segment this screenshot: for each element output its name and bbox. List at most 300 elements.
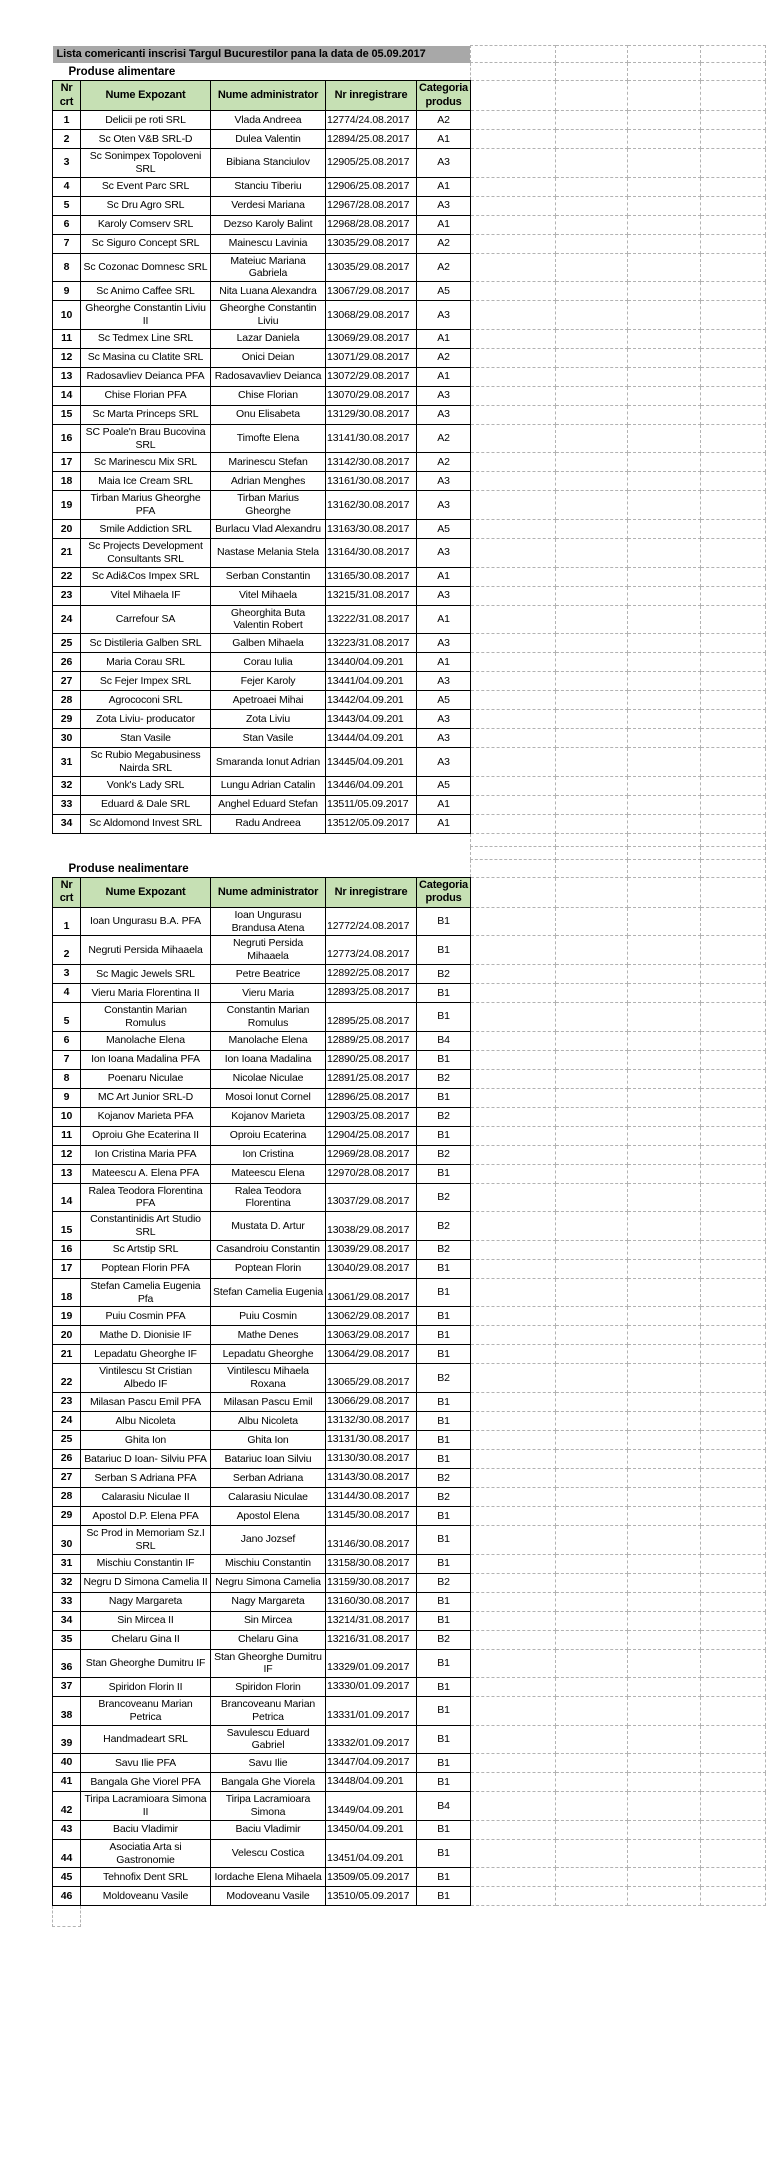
cell-categoria-produs: A3 [417,405,471,424]
empty-grid-cell [556,1411,628,1430]
cell-nr-crt: 23 [53,586,81,605]
cell-nr-inregistrare: 13161/30.08.2017 [326,472,417,491]
cell-nume-administrator: Bangala Ghe Viorela [211,1773,326,1792]
empty-grid-cell [628,1725,701,1754]
empty-grid-cell [701,1145,766,1164]
empty-grid-cell [471,1592,556,1611]
empty-grid-cell [701,634,766,653]
cell-nr-crt: 35 [53,1630,81,1649]
cell-categoria-produs: B1 [417,1449,471,1468]
empty-grid-cell [628,1307,701,1326]
cell-nume-administrator: Mustata D. Artur [211,1212,326,1241]
empty-grid-cell [471,282,556,301]
table-row [53,1364,766,1393]
cell-nume-expozant: Sc Fejer Impex SRL [81,672,211,691]
table-row [53,234,766,253]
cell-nr-inregistrare: 13145/30.08.2017 [326,1506,417,1525]
cell-categoria-produs: A1 [417,177,471,196]
empty-grid-cell [556,1773,628,1792]
cell-nume-administrator: Stefan Camelia Eugenia [211,1278,326,1307]
empty-grid-cell [628,1592,701,1611]
empty-grid-cell [628,691,701,710]
cell-nr-crt: 18 [53,1278,81,1307]
empty-grid-cell [701,386,766,405]
table-row [53,519,766,538]
empty-grid-cell [628,130,701,149]
table-row [53,386,766,405]
empty-grid-cell [471,1050,556,1069]
empty-grid-cell [471,196,556,215]
empty-grid-cell [471,748,556,777]
empty-grid-cell [628,1678,701,1697]
cell-categoria-produs: A3 [417,386,471,405]
cell-nume-expozant: Sc Animo Caffee SRL [81,282,211,301]
empty-grid-cell [556,111,628,130]
cell-categoria-produs: B1 [417,1345,471,1364]
column-header-nr-inregistrare: Nr inregistrare [326,877,417,907]
cell-nr-inregistrare: 13061/29.08.2017 [326,1278,417,1307]
cell-categoria-produs: A5 [417,776,471,795]
cell-nume-expozant: Kojanov Marieta PFA [81,1107,211,1126]
cell-nr-crt: 34 [53,814,81,833]
cell-nr-crt: 14 [53,1183,81,1212]
cell-categoria-produs: A1 [417,130,471,149]
empty-grid-cell [701,1506,766,1525]
empty-grid-cell [556,634,628,653]
cell-nume-administrator: Velescu Costica [211,1839,326,1868]
cell-nume-administrator: Anghel Eduard Stefan [211,795,326,814]
empty-grid-cell [471,1392,556,1411]
cell-nr-inregistrare: 12891/25.08.2017 [326,1069,417,1088]
cell-nr-inregistrare: 12889/25.08.2017 [326,1031,417,1050]
empty-grid-cell [471,1725,556,1754]
empty-grid-cell [471,1212,556,1241]
cell-nume-expozant: Sc Distileria Galben SRL [81,634,211,653]
cell-categoria-produs: B1 [417,1430,471,1449]
empty-grid-cell [701,491,766,520]
cell-nr-inregistrare: 13444/04.09.201 [326,729,417,748]
cell-nume-administrator: Radu Andreea [211,814,326,833]
empty-grid-cell [701,936,766,965]
cell-nr-inregistrare: 13039/29.08.2017 [326,1240,417,1259]
empty-grid-cell [471,1326,556,1345]
empty-grid-cell [628,111,701,130]
empty-grid-cell [556,215,628,234]
empty-grid-cell [471,1364,556,1393]
empty-grid-cell [628,1754,701,1773]
cell-nr-inregistrare: 12773/24.08.2017 [326,936,417,965]
table-row [53,1573,766,1592]
cell-nr-crt: 33 [53,1592,81,1611]
cell-nume-administrator: Zota Liviu [211,710,326,729]
empty-grid-cell [471,605,556,634]
cell-nume-administrator: Onici Deian [211,348,326,367]
cell-nume-expozant: Oproiu Ghe Ecaterina II [81,1126,211,1145]
empty-grid-cell [556,672,628,691]
cell-nr-inregistrare: 12890/25.08.2017 [326,1050,417,1069]
cell-categoria-produs: B1 [417,1506,471,1525]
empty-grid-cell [471,63,556,81]
table-row [53,367,766,386]
table-row [53,1449,766,1468]
cell-nume-administrator: Marinescu Stefan [211,453,326,472]
cell-nr-crt: 24 [53,1411,81,1430]
gap-row [53,833,766,846]
empty-grid-cell [471,729,556,748]
cell-categoria-produs: B2 [417,1573,471,1592]
empty-grid-cell [628,1088,701,1107]
cell-categoria-produs: B2 [417,964,471,983]
empty-grid-cell [556,63,628,81]
cell-nume-administrator: Manolache Elena [211,1031,326,1050]
cell-nr-inregistrare: 13330/01.09.2017 [326,1678,417,1697]
empty-grid-cell [628,1820,701,1839]
table-row [53,1868,766,1887]
empty-grid-cell [628,795,701,814]
cell-nr-crt: 17 [53,453,81,472]
cell-nr-inregistrare: 13510/05.09.2017 [326,1887,417,1906]
empty-grid-cell [701,329,766,348]
cell-nume-expozant: Bangala Ghe Viorel PFA [81,1773,211,1792]
empty-grid-cell [556,472,628,491]
cell-nr-crt: 1 [53,111,81,130]
empty-grid-cell [701,1839,766,1868]
cell-categoria-produs: B1 [417,1887,471,1906]
empty-grid-cell [471,877,556,907]
empty-grid-cell [556,846,628,859]
cell-nr-crt: 13 [53,367,81,386]
cell-nr-inregistrare: 13165/30.08.2017 [326,567,417,586]
cell-nume-administrator: Vlada Andreea [211,111,326,130]
cell-nume-expozant: SC Poale'n Brau Bucovina SRL [81,424,211,453]
empty-grid-cell [471,367,556,386]
empty-grid-cell [628,282,701,301]
cell-nume-expozant: Vintilescu St Cristian Albedo IF [81,1364,211,1393]
cell-nr-crt: 18 [53,472,81,491]
table-row [53,149,766,178]
empty-grid-cell [556,234,628,253]
cell-categoria-produs: B1 [417,1678,471,1697]
empty-grid-cell [471,1839,556,1868]
cell-categoria-produs: B1 [417,1839,471,1868]
empty-grid-cell [471,1088,556,1107]
empty-grid-cell [471,634,556,653]
table-row [53,1002,766,1031]
cell-nume-administrator: Dulea Valentin [211,130,326,149]
empty-grid-cell [628,1649,701,1678]
cell-nume-expozant: Handmadeart SRL [81,1725,211,1754]
cell-categoria-produs: A2 [417,111,471,130]
cell-categoria-produs: B1 [417,1773,471,1792]
cell-nume-administrator: Smaranda Ionut Adrian [211,748,326,777]
cell-categoria-produs: A1 [417,367,471,386]
cell-nr-crt: 2 [53,130,81,149]
table-row [53,1088,766,1107]
empty-grid-cell [556,253,628,282]
empty-grid-cell [628,983,701,1002]
empty-grid-cell [628,1126,701,1145]
empty-grid-cell [628,234,701,253]
document-title: Lista comericanti inscrisi Targul Bucurestilor pana la data de 05.09.2017 [53,46,471,63]
empty-grid-cell [471,1525,556,1554]
cell-nume-administrator: Spiridon Florin [211,1678,326,1697]
empty-grid-cell [628,814,701,833]
cell-nume-expozant: Puiu Cosmin PFA [81,1307,211,1326]
cell-nume-expozant: Stefan Camelia Eugenia Pfa [81,1278,211,1307]
empty-grid-cell [556,196,628,215]
empty-grid-cell [628,1031,701,1050]
cell-nr-crt: 23 [53,1392,81,1411]
empty-grid-cell [556,1792,628,1821]
cell-categoria-produs: A3 [417,729,471,748]
empty-grid-cell [53,1906,81,1927]
empty-grid-cell [701,149,766,178]
cell-categoria-produs: B2 [417,1069,471,1088]
empty-grid-cell [471,1506,556,1525]
empty-grid-cell [556,405,628,424]
cell-nume-expozant: Ioan Ungurasu B.A. PFA [81,907,211,936]
table-row [53,1326,766,1345]
empty-grid-cell [556,46,628,63]
empty-grid-cell [701,833,766,846]
table-row [53,1278,766,1307]
cell-nume-expozant: Sc Marta Princeps SRL [81,405,211,424]
cell-nume-expozant: Moldoveanu Vasile [81,1887,211,1906]
cell-nr-crt: 22 [53,567,81,586]
empty-grid-cell [471,1031,556,1050]
cell-nr-inregistrare: 12893/25.08.2017 [326,983,417,1002]
empty-grid-cell [701,348,766,367]
table-header-row [53,81,766,111]
cell-nr-crt: 34 [53,1611,81,1630]
cell-categoria-produs: A3 [417,710,471,729]
empty-grid-cell [628,1697,701,1726]
empty-grid-cell [471,964,556,983]
table-row [53,405,766,424]
cell-nume-administrator: Batariuc Ioan Silviu [211,1449,326,1468]
cell-categoria-produs: B2 [417,1145,471,1164]
cell-nume-administrator: Modoveanu Vasile [211,1887,326,1906]
empty-grid-cell [471,491,556,520]
cell-nr-inregistrare: 13159/30.08.2017 [326,1573,417,1592]
cell-nume-administrator: Calarasiu Niculae [211,1487,326,1506]
cell-nr-crt: 46 [53,1887,81,1906]
empty-grid-cell [628,519,701,538]
cell-categoria-produs: B1 [417,1392,471,1411]
cell-nr-crt: 31 [53,748,81,777]
table-row [53,329,766,348]
cell-nr-crt: 37 [53,1678,81,1697]
empty-grid-cell [556,814,628,833]
cell-nume-administrator: Ion Ioana Madalina [211,1050,326,1069]
empty-grid-cell [471,149,556,178]
cell-nr-crt: 32 [53,1573,81,1592]
empty-grid-cell [628,1183,701,1212]
cell-nr-crt: 7 [53,1050,81,1069]
empty-grid-cell [471,1630,556,1649]
empty-grid-cell [556,491,628,520]
cell-nr-inregistrare: 13162/30.08.2017 [326,491,417,520]
empty-grid-cell [556,1345,628,1364]
cell-nume-expozant: Mischiu Constantin IF [81,1554,211,1573]
empty-grid-cell [556,1259,628,1278]
cell-nr-inregistrare: 12774/24.08.2017 [326,111,417,130]
empty-grid-cell [701,63,766,81]
cell-nume-expozant: Milasan Pascu Emil PFA [81,1392,211,1411]
cell-nume-administrator: Nastase Melania Stela [211,538,326,567]
table-row [53,653,766,672]
cell-categoria-produs: B2 [417,1630,471,1649]
cell-nume-expozant: Negruti Persida Mihaaela [81,936,211,965]
cell-nr-inregistrare: 13068/29.08.2017 [326,301,417,330]
cell-nr-inregistrare: 13440/04.09.201 [326,653,417,672]
empty-grid-cell [556,1240,628,1259]
empty-grid-cell [556,586,628,605]
cell-nume-administrator: Kojanov Marieta [211,1107,326,1126]
table-row [53,605,766,634]
empty-grid-cell [701,196,766,215]
cell-nume-expozant: Tehnofix Dent SRL [81,1868,211,1887]
cell-nume-administrator: Mainescu Lavinia [211,234,326,253]
cell-categoria-produs: B1 [417,907,471,936]
cell-nr-inregistrare: 13131/30.08.2017 [326,1430,417,1449]
empty-grid-cell [471,1002,556,1031]
empty-grid-cell [471,1792,556,1821]
table-row [53,1792,766,1821]
cell-nr-inregistrare: 13143/30.08.2017 [326,1468,417,1487]
column-header-nume-expozant: Nume Expozant [81,81,211,111]
cell-nr-crt: 30 [53,1525,81,1554]
cell-nume-administrator: Nita Luana Alexandra [211,282,326,301]
cell-nr-inregistrare: 13214/31.08.2017 [326,1611,417,1630]
empty-grid-cell [556,1678,628,1697]
empty-grid-cell [556,81,628,111]
empty-grid-cell [701,538,766,567]
cell-nume-administrator: Gheorghita Buta Valentin Robert [211,605,326,634]
empty-grid-cell [556,1630,628,1649]
empty-grid-cell [701,1326,766,1345]
table-row [53,424,766,453]
empty-grid-cell [701,653,766,672]
table-row [53,1839,766,1868]
empty-grid-cell [701,1487,766,1506]
cell-nr-inregistrare: 13035/29.08.2017 [326,253,417,282]
cell-nume-administrator: Brancoveanu Marian Petrica [211,1697,326,1726]
table-row [53,1212,766,1241]
cell-nume-administrator: Apostol Elena [211,1506,326,1525]
blank-area [81,1906,471,1927]
empty-grid-cell [471,1887,556,1906]
cell-nume-administrator: Stanciu Tiberiu [211,177,326,196]
empty-grid-cell [628,936,701,965]
cell-nr-inregistrare: 13069/29.08.2017 [326,329,417,348]
empty-grid-cell [701,1069,766,1088]
cell-categoria-produs: A2 [417,348,471,367]
empty-grid-cell [628,1278,701,1307]
empty-grid-cell [556,1126,628,1145]
column-header-nr-crt: Nr crt [53,877,81,907]
empty-grid-cell [556,282,628,301]
cell-nume-administrator: Tirban Marius Gheorghe [211,491,326,520]
cell-nume-expozant: Radosavliev Deianca PFA [81,367,211,386]
cell-nume-expozant: Smile Addiction SRL [81,519,211,538]
cell-nr-inregistrare: 13038/29.08.2017 [326,1212,417,1241]
cell-nr-inregistrare: 13062/29.08.2017 [326,1307,417,1326]
cell-nr-inregistrare: 12896/25.08.2017 [326,1088,417,1107]
empty-grid-cell [701,177,766,196]
empty-grid-cell [556,177,628,196]
cell-nume-expozant: Agrococoni SRL [81,691,211,710]
cell-categoria-produs: A5 [417,691,471,710]
empty-grid-cell [471,253,556,282]
cell-nume-expozant: Eduard & Dale SRL [81,795,211,814]
empty-grid-cell [701,519,766,538]
cell-categoria-produs: A1 [417,653,471,672]
cell-categoria-produs: A5 [417,519,471,538]
section-label-row [53,63,766,81]
cell-nume-administrator: Nicolae Niculae [211,1069,326,1088]
empty-grid-cell [471,672,556,691]
empty-grid-cell [628,538,701,567]
cell-nume-expozant: Vieru Maria Florentina II [81,983,211,1002]
empty-grid-cell [628,367,701,386]
cell-nume-expozant: Sc Siguro Concept SRL [81,234,211,253]
cell-nume-expozant: Sc Oten V&B SRL-D [81,130,211,149]
cell-categoria-produs: A1 [417,567,471,586]
cell-nr-crt: 20 [53,1326,81,1345]
empty-grid-cell [701,282,766,301]
empty-grid-cell [556,1506,628,1525]
cell-categoria-produs: B1 [417,983,471,1002]
table-row [53,253,766,282]
cell-nume-expozant: Ion Ioana Madalina PFA [81,1050,211,1069]
cell-nume-administrator: Sin Mircea [211,1611,326,1630]
cell-categoria-produs: A3 [417,196,471,215]
empty-grid-cell [701,1002,766,1031]
empty-grid-cell [701,672,766,691]
empty-grid-cell [701,1240,766,1259]
empty-grid-cell [701,424,766,453]
empty-grid-cell [628,1611,701,1630]
empty-grid-cell [471,1259,556,1278]
section-label-nealimentare: Produse nealimentare [68,862,189,875]
empty-grid-cell [701,234,766,253]
empty-grid-cell [471,776,556,795]
empty-grid-cell [556,1364,628,1393]
cell-nume-administrator: Ghita Ion [211,1430,326,1449]
empty-grid-cell [701,748,766,777]
cell-nume-administrator: Baciu Vladimir [211,1820,326,1839]
cell-nume-administrator: Gheorghe Constantin Liviu [211,301,326,330]
cell-nr-crt: 4 [53,177,81,196]
cell-categoria-produs: B1 [417,1259,471,1278]
table-row [53,795,766,814]
cell-nume-administrator: Ion Cristina [211,1145,326,1164]
cell-nume-expozant: Albu Nicoleta [81,1411,211,1430]
table-row [53,1887,766,1906]
cell-nume-administrator: Albu Nicoleta [211,1411,326,1430]
cell-nume-administrator: Chise Florian [211,386,326,405]
empty-grid-cell [556,877,628,907]
cell-nr-crt: 15 [53,1212,81,1241]
cell-nr-inregistrare: 13158/30.08.2017 [326,1554,417,1573]
table-row [53,710,766,729]
cell-categoria-produs: A1 [417,814,471,833]
empty-grid-cell [556,1002,628,1031]
column-header-categoria-produs: Categoria produs [417,81,471,111]
empty-grid-cell [556,1088,628,1107]
table-row [53,453,766,472]
